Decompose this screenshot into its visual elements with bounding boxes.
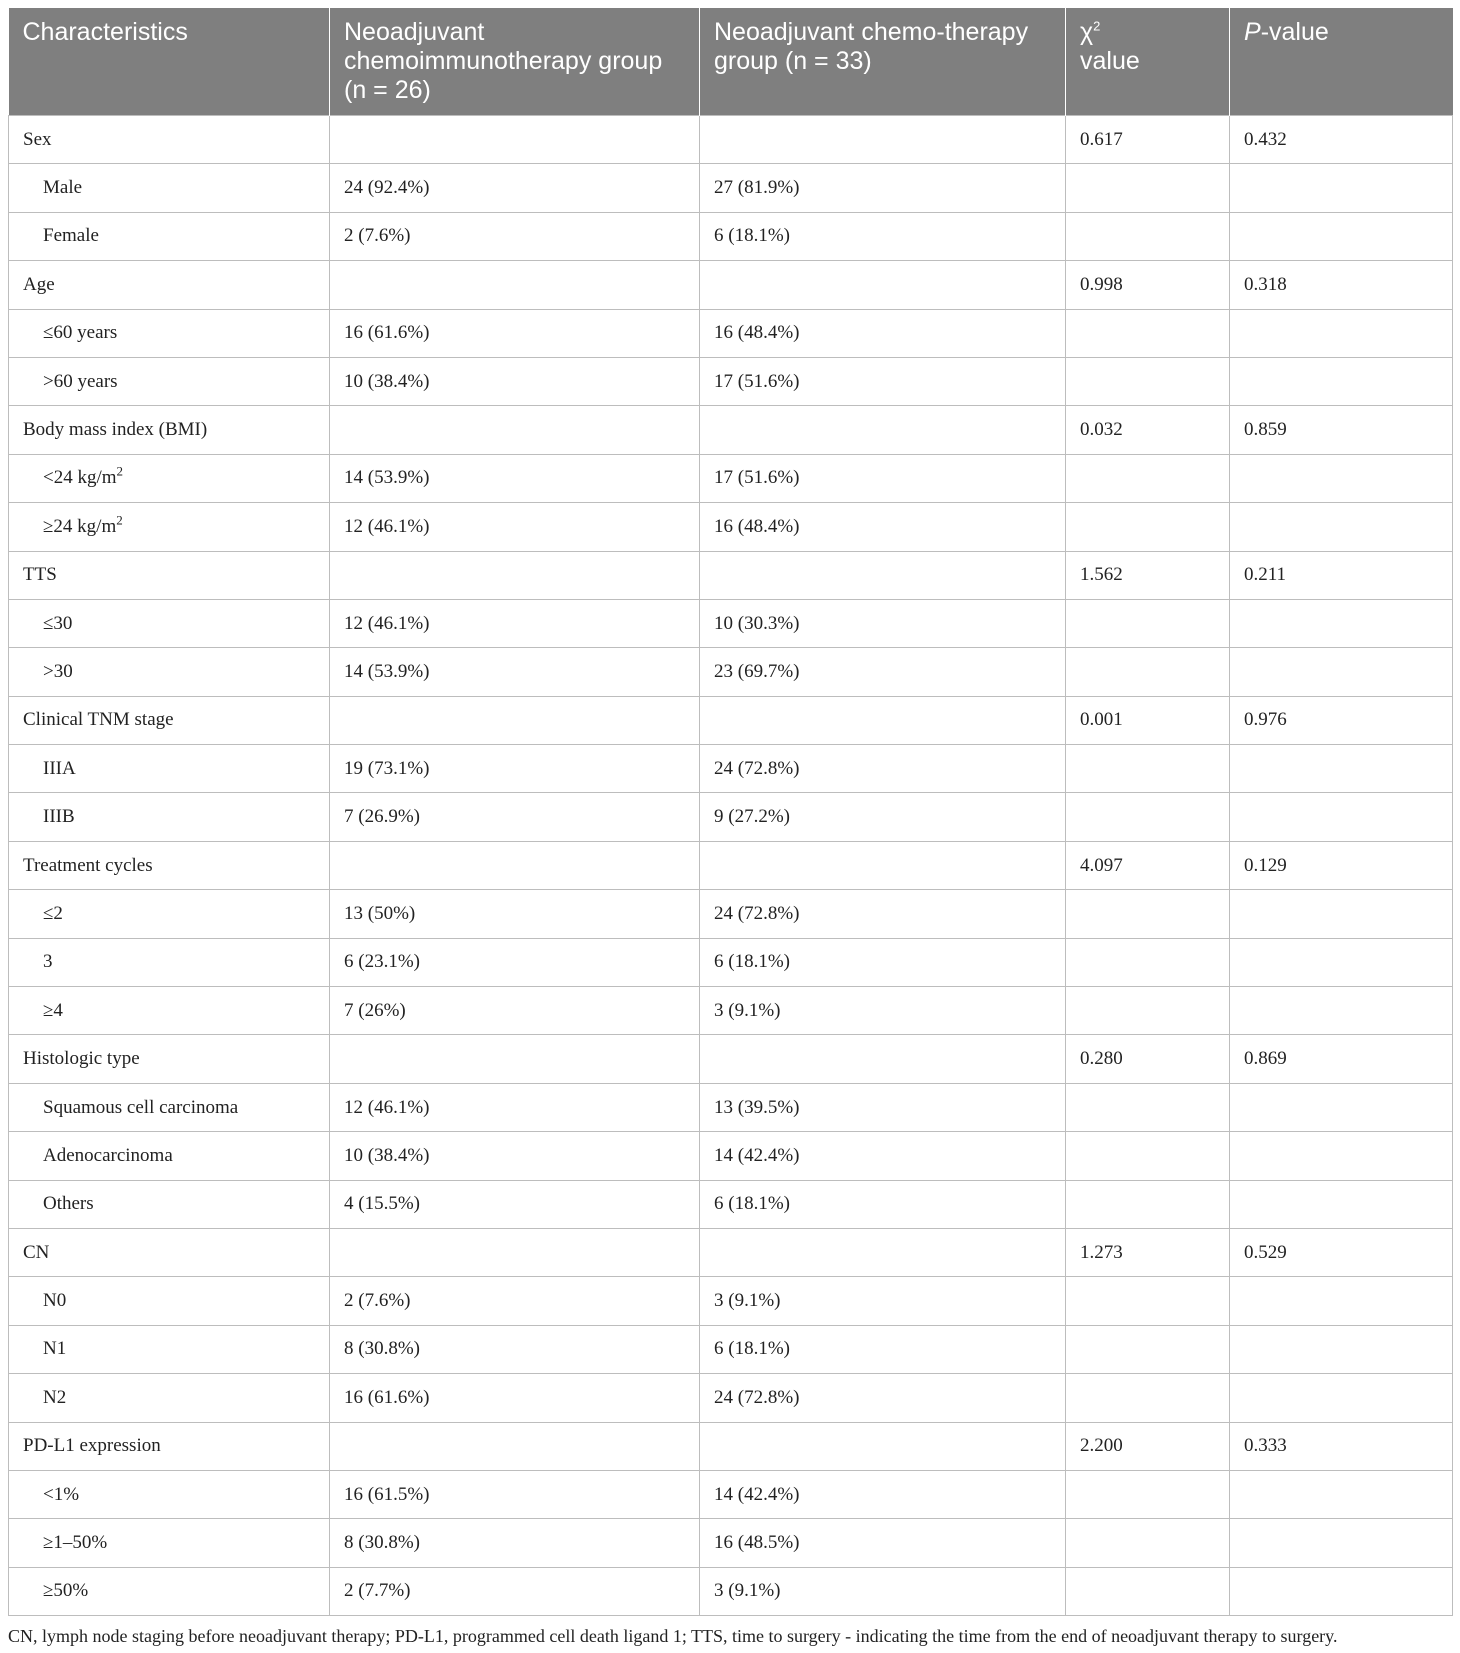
table-row-group [9, 551, 1453, 599]
cell-p-value-text: 0.859 [1244, 419, 1287, 441]
table-row [9, 1277, 1453, 1325]
cell-chemotherapy [700, 938, 1066, 986]
cell-p-value [1230, 1132, 1453, 1180]
cell-chi-square [1066, 503, 1230, 551]
table-row [9, 1374, 1453, 1422]
cell-p-value-text: 0.976 [1244, 709, 1287, 731]
table-row-group [9, 261, 1453, 309]
cell-chi-square [1066, 745, 1230, 793]
cell-chemotherapy-text: 13 (39.5%) [714, 1096, 800, 1118]
cell-chi-square [1066, 1374, 1230, 1422]
cell-chemotherapy-text: 3 (9.1%) [714, 999, 781, 1021]
cell-p-value [1230, 1180, 1453, 1228]
cell-p-value [1230, 1228, 1453, 1276]
cell-chemoimmunotherapy-text: 12 (46.1%) [344, 1096, 430, 1118]
cell-characteristic [9, 164, 330, 212]
cell-chi-square [1066, 890, 1230, 938]
cell-characteristic-text: ≤2 [43, 902, 63, 924]
cell-chemotherapy-text: 14 (42.4%) [714, 1144, 800, 1166]
cell-characteristic-text: IIIA [43, 757, 76, 779]
header-characteristics: Characteristics [9, 8, 330, 116]
cell-chemotherapy [700, 1277, 1066, 1325]
cell-p-value-text: 0.211 [1244, 564, 1287, 586]
cell-chemotherapy [700, 503, 1066, 551]
cell-chemotherapy [700, 1470, 1066, 1518]
cell-chemoimmunotherapy [330, 745, 700, 793]
unit-exponent: 2 [116, 512, 123, 528]
cell-chemoimmunotherapy [330, 696, 700, 744]
cell-chemoimmunotherapy-text: 16 (61.5%) [344, 1483, 430, 1505]
table-row [9, 212, 1453, 260]
cell-p-value [1230, 648, 1453, 696]
cell-characteristic-text: ≥24 kg/m [43, 515, 117, 537]
cell-chi-square [1066, 793, 1230, 841]
cell-characteristic [9, 1422, 330, 1470]
cell-chemoimmunotherapy-text: 2 (7.6%) [344, 225, 411, 247]
cell-chemoimmunotherapy-text: 7 (26%) [344, 999, 406, 1021]
table-row [9, 454, 1453, 502]
cell-chi-square-text: 1.562 [1080, 564, 1123, 586]
table-row [9, 599, 1453, 647]
cell-chi-square [1066, 406, 1230, 454]
cell-p-value [1230, 454, 1453, 502]
table-header [9, 8, 1453, 116]
cell-characteristic-text: Squamous cell carcinoma [43, 1096, 239, 1118]
table-row [9, 1083, 1453, 1131]
cell-chemoimmunotherapy [330, 1470, 700, 1518]
cell-characteristic-text: ≥50% [43, 1580, 89, 1602]
cell-chemoimmunotherapy-text: 10 (38.4%) [344, 1144, 430, 1166]
cell-chi-square [1066, 357, 1230, 405]
cell-chemoimmunotherapy-text: 12 (46.1%) [344, 612, 430, 634]
cell-chemotherapy-text: 17 (51.6%) [714, 467, 800, 489]
cell-chemotherapy-text: 3 (9.1%) [714, 1580, 781, 1602]
table-row [9, 938, 1453, 986]
cell-p-value-text: 0.129 [1244, 854, 1287, 876]
cell-chi-square [1066, 1277, 1230, 1325]
cell-chi-square [1066, 1519, 1230, 1567]
cell-chemotherapy [700, 648, 1066, 696]
cell-chi-square [1066, 261, 1230, 309]
chi-value-word: value [1080, 47, 1140, 75]
table-body [9, 116, 1453, 1616]
cell-p-value [1230, 164, 1453, 212]
cell-p-value [1230, 1470, 1453, 1518]
table-footnote: CN, lymph node staging before neoadjuvant therapy; PD-L1, programmed cell death ligand 1; TTS, time to surgery - indicating the time from the end of neoadjuvant therapy to surgery. [8, 1626, 1338, 1646]
cell-characteristic-text: N2 [43, 1386, 67, 1408]
cell-characteristic-text: ≥4 [43, 999, 63, 1021]
cell-characteristic [9, 1228, 330, 1276]
cell-chemoimmunotherapy [330, 1035, 700, 1083]
cell-characteristic [9, 793, 330, 841]
cell-characteristic-text: ≥1–50% [43, 1532, 108, 1554]
cell-chemoimmunotherapy-text: 4 (15.5%) [344, 1193, 420, 1215]
characteristics-table-container [8, 8, 1452, 1616]
cell-chemotherapy-text: 17 (51.6%) [714, 370, 800, 392]
cell-chi-square-text: 0.032 [1080, 419, 1123, 441]
cell-chemoimmunotherapy [330, 1228, 700, 1276]
cell-chemotherapy-text: 16 (48.4%) [714, 322, 800, 344]
cell-chemoimmunotherapy-text: 10 (38.4%) [344, 370, 430, 392]
cell-characteristic-text: IIIB [43, 806, 75, 828]
cell-characteristic-text: Others [43, 1193, 94, 1215]
cell-characteristic-text: N1 [43, 1338, 67, 1360]
cell-chi-square [1066, 309, 1230, 357]
cell-characteristic-text: Histologic type [23, 1048, 140, 1070]
cell-chemotherapy [700, 987, 1066, 1035]
cell-characteristic-text: PD-L1 expression [23, 1435, 161, 1457]
chi-symbol: χ [1080, 18, 1094, 46]
table-row [9, 1470, 1453, 1518]
cell-chi-square [1066, 1083, 1230, 1131]
table-row [9, 987, 1453, 1035]
table-row [9, 1325, 1453, 1373]
cell-chemotherapy-text: 24 (72.8%) [714, 902, 800, 924]
cell-p-value [1230, 1519, 1453, 1567]
table-row [9, 1567, 1453, 1615]
cell-characteristic-text: <24 kg/m [43, 467, 117, 489]
cell-characteristic [9, 261, 330, 309]
cell-chemoimmunotherapy [330, 1180, 700, 1228]
cell-characteristic [9, 841, 330, 889]
cell-chemoimmunotherapy-text: 6 (23.1%) [344, 951, 420, 973]
cell-chemoimmunotherapy-text: 8 (30.8%) [344, 1532, 420, 1554]
cell-chemotherapy-text: 6 (18.1%) [714, 1193, 790, 1215]
cell-chemotherapy [700, 1035, 1066, 1083]
cell-chemotherapy [700, 406, 1066, 454]
table-row [9, 503, 1453, 551]
cell-chemoimmunotherapy [330, 793, 700, 841]
table-row-group [9, 696, 1453, 744]
cell-chemotherapy-text: 16 (48.5%) [714, 1532, 800, 1554]
cell-chi-square [1066, 599, 1230, 647]
table-row [9, 890, 1453, 938]
cell-characteristic-text: N0 [43, 1290, 67, 1312]
cell-chi-square [1066, 987, 1230, 1035]
cell-p-value [1230, 309, 1453, 357]
cell-chemoimmunotherapy [330, 890, 700, 938]
cell-p-value-text: 0.318 [1244, 273, 1287, 295]
table-row [9, 357, 1453, 405]
cell-characteristic [9, 1132, 330, 1180]
cell-characteristic-text: >30 [43, 660, 73, 682]
cell-chi-square [1066, 454, 1230, 502]
cell-p-value [1230, 116, 1453, 164]
cell-chemoimmunotherapy-text: 13 (50%) [344, 902, 416, 924]
cell-p-value [1230, 1035, 1453, 1083]
cell-chemoimmunotherapy-text: 12 (46.1%) [344, 515, 430, 537]
cell-chemoimmunotherapy [330, 938, 700, 986]
cell-p-value [1230, 406, 1453, 454]
cell-characteristic [9, 1519, 330, 1567]
cell-chemotherapy-text: 24 (72.8%) [714, 1386, 800, 1408]
cell-chemotherapy [700, 212, 1066, 260]
header-chi-square-value [1066, 8, 1230, 116]
cell-chemoimmunotherapy-text: 14 (53.9%) [344, 467, 430, 489]
cell-characteristic [9, 1325, 330, 1373]
cell-p-value [1230, 503, 1453, 551]
cell-characteristic-text: Body mass index (BMI) [23, 419, 208, 441]
cell-chemoimmunotherapy [330, 1277, 700, 1325]
cell-chi-square-text: 0.617 [1080, 128, 1123, 150]
cell-p-value [1230, 1567, 1453, 1615]
cell-characteristic [9, 696, 330, 744]
cell-p-value [1230, 1374, 1453, 1422]
cell-chemoimmunotherapy-text: 8 (30.8%) [344, 1338, 420, 1360]
table-row-group [9, 841, 1453, 889]
cell-chemoimmunotherapy [330, 116, 700, 164]
cell-chemotherapy [700, 1567, 1066, 1615]
cell-chemotherapy-text: 27 (81.9%) [714, 177, 800, 199]
cell-characteristic-text: Adenocarcinoma [43, 1144, 173, 1166]
cell-characteristic-text: <1% [43, 1483, 80, 1505]
header-chemoimmunotherapy-group: Neoadjuvant chemoimmunotherapy group (n = 26) [330, 8, 700, 116]
table-row [9, 745, 1453, 793]
cell-characteristic [9, 938, 330, 986]
cell-p-value [1230, 890, 1453, 938]
cell-characteristic [9, 357, 330, 405]
table-row-group [9, 406, 1453, 454]
cell-p-value [1230, 1083, 1453, 1131]
cell-characteristic [9, 116, 330, 164]
cell-chemotherapy [700, 841, 1066, 889]
cell-p-value [1230, 551, 1453, 599]
cell-chemoimmunotherapy [330, 987, 700, 1035]
cell-chi-square-text: 1.273 [1080, 1241, 1123, 1263]
cell-chemoimmunotherapy-text: 19 (73.1%) [344, 757, 430, 779]
cell-chemotherapy [700, 1422, 1066, 1470]
table-row-group [9, 116, 1453, 164]
cell-p-value [1230, 1422, 1453, 1470]
cell-characteristic-text: ≤30 [43, 612, 73, 634]
cell-chi-square [1066, 1422, 1230, 1470]
cell-chemotherapy [700, 551, 1066, 599]
cell-characteristic-text: 3 [43, 951, 53, 973]
cell-chemoimmunotherapy [330, 164, 700, 212]
cell-chemoimmunotherapy [330, 212, 700, 260]
cell-chemoimmunotherapy [330, 261, 700, 309]
cell-chemotherapy-text: 16 (48.4%) [714, 515, 800, 537]
cell-characteristic [9, 503, 330, 551]
p-rest: -value [1260, 18, 1329, 46]
cell-chemoimmunotherapy [330, 1132, 700, 1180]
cell-chemoimmunotherapy-text: 2 (7.6%) [344, 1290, 411, 1312]
cell-chi-square-text: 2.200 [1080, 1435, 1123, 1457]
cell-chemotherapy [700, 599, 1066, 647]
cell-characteristic [9, 406, 330, 454]
cell-characteristic [9, 551, 330, 599]
cell-characteristic [9, 1277, 330, 1325]
cell-chi-square-text: 4.097 [1080, 854, 1123, 876]
p-italic: P [1244, 18, 1261, 46]
cell-characteristic-text: Male [43, 177, 83, 199]
cell-chemotherapy [700, 696, 1066, 744]
cell-chi-square [1066, 164, 1230, 212]
table-row [9, 1180, 1453, 1228]
cell-chi-square-text: 0.280 [1080, 1048, 1123, 1070]
cell-p-value [1230, 1325, 1453, 1373]
cell-p-value [1230, 841, 1453, 889]
cell-chi-square [1066, 1470, 1230, 1518]
cell-p-value-text: 0.869 [1244, 1048, 1287, 1070]
cell-characteristic-text: Age [23, 273, 55, 295]
cell-characteristic [9, 1083, 330, 1131]
cell-chemotherapy [700, 1374, 1066, 1422]
cell-p-value [1230, 212, 1453, 260]
cell-chemotherapy [700, 454, 1066, 502]
cell-chemotherapy [700, 261, 1066, 309]
cell-chi-square [1066, 1325, 1230, 1373]
cell-chemoimmunotherapy [330, 1567, 700, 1615]
cell-chemoimmunotherapy-text: 14 (53.9%) [344, 660, 430, 682]
cell-chemotherapy [700, 1228, 1066, 1276]
cell-chi-square [1066, 938, 1230, 986]
cell-characteristic-text: Female [43, 225, 99, 247]
cell-chi-square-text: 0.998 [1080, 273, 1123, 295]
cell-chi-square [1066, 551, 1230, 599]
header-p-value [1230, 8, 1453, 116]
cell-p-value [1230, 599, 1453, 647]
cell-characteristic-text: TTS [23, 564, 57, 586]
cell-characteristic-text: ≤60 years [43, 322, 118, 344]
cell-p-value [1230, 696, 1453, 744]
cell-characteristic [9, 648, 330, 696]
table-row-group [9, 1035, 1453, 1083]
cell-characteristic [9, 1180, 330, 1228]
cell-chemoimmunotherapy [330, 309, 700, 357]
cell-chemoimmunotherapy-text: 16 (61.6%) [344, 1386, 430, 1408]
table-row [9, 648, 1453, 696]
cell-characteristic-text: Sex [23, 128, 52, 150]
cell-chemotherapy [700, 164, 1066, 212]
cell-chi-square [1066, 1228, 1230, 1276]
cell-chemotherapy [700, 793, 1066, 841]
cell-characteristic [9, 890, 330, 938]
cell-chi-square-text: 0.001 [1080, 709, 1123, 731]
cell-p-value-text: 0.333 [1244, 1435, 1287, 1457]
cell-chemoimmunotherapy [330, 1519, 700, 1567]
cell-chemoimmunotherapy-text: 2 (7.7%) [344, 1580, 411, 1602]
cell-chemoimmunotherapy [330, 551, 700, 599]
cell-chemoimmunotherapy [330, 454, 700, 502]
cell-p-value [1230, 261, 1453, 309]
cell-characteristic [9, 454, 330, 502]
cell-chemotherapy [700, 1083, 1066, 1131]
cell-chemotherapy-text: 24 (72.8%) [714, 757, 800, 779]
table-row-group [9, 1422, 1453, 1470]
cell-chemoimmunotherapy [330, 357, 700, 405]
table-row [9, 793, 1453, 841]
cell-chemoimmunotherapy [330, 503, 700, 551]
table-row [9, 1519, 1453, 1567]
cell-chi-square [1066, 1567, 1230, 1615]
cell-chemotherapy [700, 890, 1066, 938]
cell-chi-square [1066, 1132, 1230, 1180]
cell-characteristic [9, 212, 330, 260]
cell-chemotherapy [700, 1132, 1066, 1180]
cell-chemotherapy-text: 6 (18.1%) [714, 1338, 790, 1360]
cell-characteristic-text: CN [23, 1241, 50, 1263]
cell-characteristic [9, 1374, 330, 1422]
cell-chemotherapy-text: 9 (27.2%) [714, 806, 790, 828]
cell-chemotherapy [700, 1180, 1066, 1228]
cell-chi-square [1066, 648, 1230, 696]
cell-characteristic [9, 1035, 330, 1083]
cell-chemotherapy [700, 116, 1066, 164]
cell-chi-square [1066, 1035, 1230, 1083]
cell-characteristic-text: >60 years [43, 370, 118, 392]
cell-chemotherapy-text: 14 (42.4%) [714, 1483, 800, 1505]
header-chemotherapy-group: Neoadjuvant chemo-therapy group (n = 33) [700, 8, 1066, 116]
chi-exponent: 2 [1093, 18, 1101, 34]
cell-chemotherapy-text: 23 (69.7%) [714, 660, 800, 682]
cell-chemoimmunotherapy-text: 7 (26.9%) [344, 806, 420, 828]
table-row [9, 164, 1453, 212]
cell-chemoimmunotherapy [330, 1374, 700, 1422]
table-row [9, 1132, 1453, 1180]
cell-chemoimmunotherapy [330, 599, 700, 647]
characteristics-table [8, 8, 1453, 1616]
cell-chemoimmunotherapy-text: 24 (92.4%) [344, 177, 430, 199]
cell-characteristic [9, 745, 330, 793]
unit-exponent: 2 [116, 464, 124, 480]
cell-p-value [1230, 1277, 1453, 1325]
cell-chi-square [1066, 696, 1230, 744]
cell-chemoimmunotherapy [330, 648, 700, 696]
cell-chemotherapy [700, 309, 1066, 357]
cell-p-value [1230, 793, 1453, 841]
table-row-group [9, 1228, 1453, 1276]
cell-chemoimmunotherapy [330, 1422, 700, 1470]
cell-chemoimmunotherapy [330, 841, 700, 889]
cell-chemotherapy [700, 1519, 1066, 1567]
cell-chemotherapy-text: 6 (18.1%) [714, 951, 790, 973]
cell-chi-square [1066, 212, 1230, 260]
cell-characteristic [9, 987, 330, 1035]
cell-p-value [1230, 938, 1453, 986]
cell-p-value [1230, 987, 1453, 1035]
cell-chemotherapy-text: 10 (30.3%) [714, 612, 800, 634]
cell-chi-square [1066, 841, 1230, 889]
cell-chi-square [1066, 116, 1230, 164]
cell-chemotherapy [700, 1325, 1066, 1373]
cell-chi-square [1066, 1180, 1230, 1228]
cell-characteristic [9, 1470, 330, 1518]
cell-chemotherapy [700, 357, 1066, 405]
cell-characteristic [9, 599, 330, 647]
cell-characteristic [9, 309, 330, 357]
cell-chemoimmunotherapy [330, 1325, 700, 1373]
cell-chemoimmunotherapy [330, 1083, 700, 1131]
cell-p-value-text: 0.432 [1244, 128, 1287, 150]
cell-chemoimmunotherapy [330, 406, 700, 454]
cell-p-value-text: 0.529 [1244, 1241, 1287, 1263]
cell-chemotherapy [700, 745, 1066, 793]
header-row [9, 8, 1453, 116]
cell-characteristic-text: Clinical TNM stage [23, 709, 174, 731]
cell-p-value [1230, 745, 1453, 793]
cell-characteristic-text: Treatment cycles [23, 854, 153, 876]
cell-chemoimmunotherapy-text: 16 (61.6%) [344, 322, 430, 344]
cell-chemotherapy-text: 6 (18.1%) [714, 225, 790, 247]
cell-characteristic [9, 1567, 330, 1615]
cell-chemotherapy-text: 3 (9.1%) [714, 1290, 781, 1312]
cell-p-value [1230, 357, 1453, 405]
table-row [9, 309, 1453, 357]
